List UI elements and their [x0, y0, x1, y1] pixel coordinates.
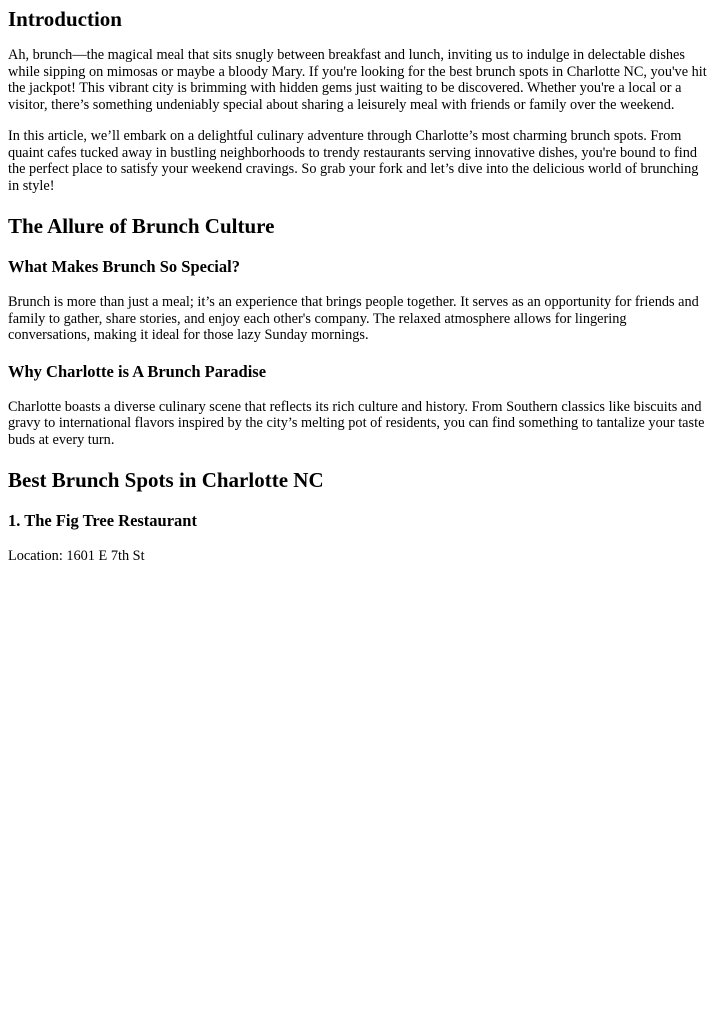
intro-paragraph-2: In this article, we’ll embark on a delightful culinary adventure through Charlotte’s most charming brunch spots. From quaint cafes tucked away in bustling neighborhoods to trendy restaurants serving innovative dishes, you're bound to find the perfect place to satisfy your weekend cravings. So grab your fork and let’s dive into the delicious world of brunching in style!	[8, 128, 699, 194]
intro-paragraph-1: Ah, brunch—the magical meal that sits snugly between breakfast and lunch, inviting us to indulge in delectable dishes while sipping on mimosas or maybe a bloody Mary. If you're looking for the best brunch spots in Charlotte NC, you've hit the jackpot! This vibrant city is brimming with hidden gems just waiting to be discovered. Whether you're a local or a visitor, there’s something undeniably special about sharing a leisurely meal with friends or family over the weekend.	[8, 47, 707, 113]
allure-heading: The Allure of Brunch Culture	[8, 214, 275, 238]
spot-1-location: Location: 1601 E 7th St	[8, 548, 145, 564]
paradise-subheading: Why Charlotte is A Brunch Paradise	[8, 361, 267, 381]
article	[0, 7, 720, 565]
spot-1-subheading: 1. The Fig Tree Restaurant	[8, 511, 197, 530]
special-subheading: What Makes Brunch So Special?	[8, 257, 240, 276]
special-paragraph: Brunch is more than just a meal; it’s an experience that brings people together. It serves as an opportunity for friends and family to gather, share stories, and enjoy each other's company. The relaxed atmosphere allows for lingering conversations, making it ideal for those lazy Sunday mornings.	[8, 294, 699, 343]
best-spots-heading: Best Brunch Spots in Charlotte NC	[8, 468, 324, 492]
intro-heading: Introduction	[8, 7, 122, 31]
paradise-paragraph: Charlotte boasts a diverse culinary scene that reflects its rich culture and history. From Southern classics like biscuits and gravy to international flavors inspired by the city’s melting pot of residents, you can find something to tantalize your taste buds at every turn.	[8, 398, 705, 448]
